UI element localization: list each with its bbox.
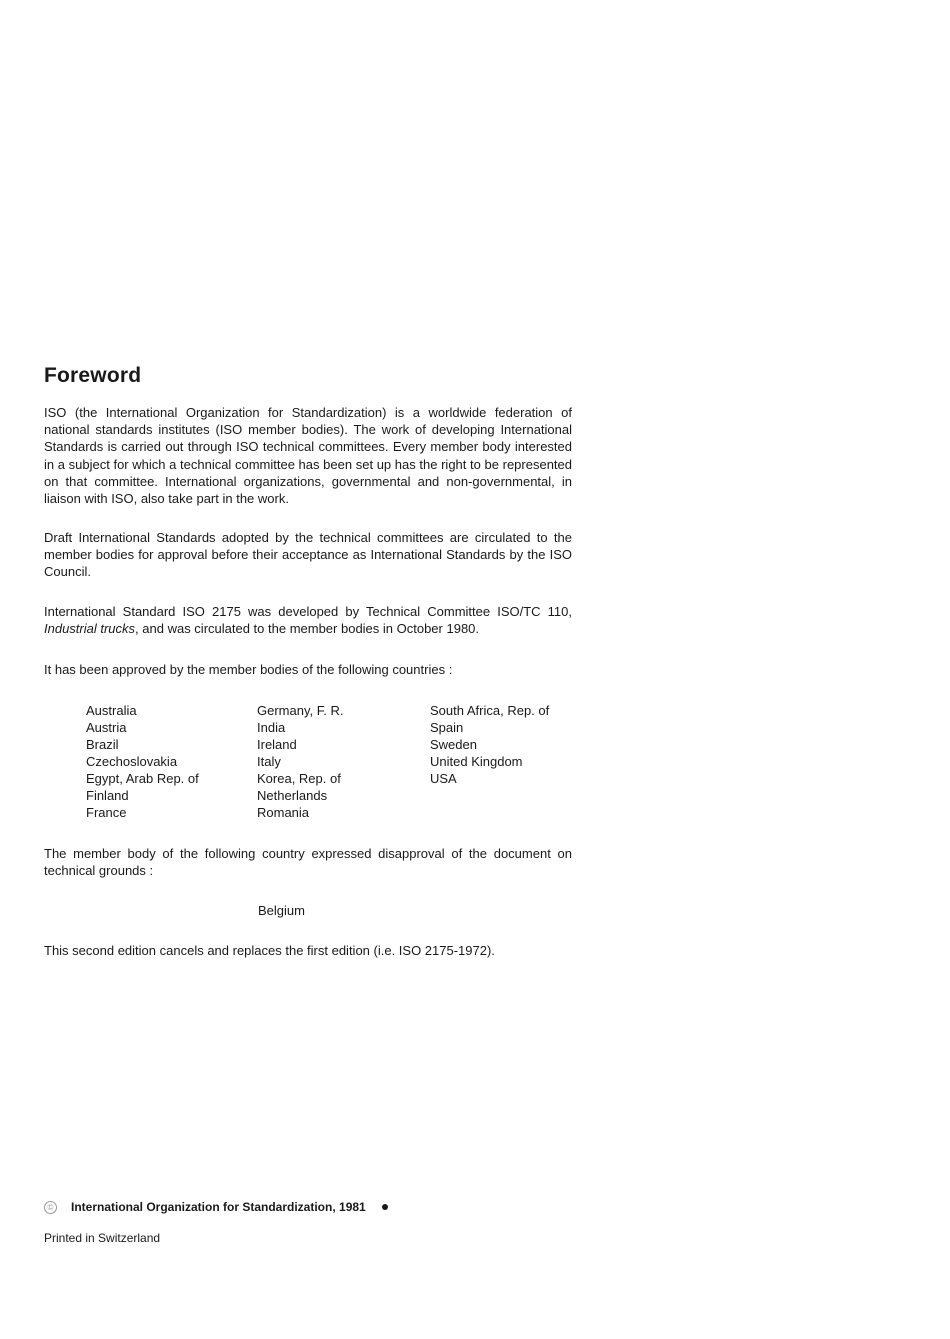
- country-item: Australia: [86, 703, 137, 718]
- country-item: Germany, F. R.: [257, 703, 344, 718]
- country-item: Austria: [86, 720, 127, 735]
- foreword-paragraph-2: Draft International Standards adopted by the technical committees are circulated to the member bodies for approval before their acceptance as International Standards by the ISO Council.: [44, 530, 572, 580]
- edition-note: This second edition cancels and replaces the first edition (i.e. ISO 2175-1972).: [44, 943, 495, 958]
- printed-location: Printed in Switzerland: [44, 1231, 161, 1245]
- country-item: Korea, Rep. of: [257, 771, 341, 786]
- bullet-icon: [382, 1204, 388, 1210]
- para3-suffix: , and was circulated to the member bodies in October 1980.: [135, 621, 480, 637]
- country-item: Sweden: [430, 737, 477, 752]
- page-title: Foreword: [44, 364, 142, 387]
- copyright-icon: ©: [44, 1201, 57, 1214]
- disapproving-country: Belgium: [258, 903, 305, 918]
- copyright-line: [44, 1200, 388, 1214]
- country-item: Czechoslovakia: [86, 754, 178, 769]
- foreword-paragraph-1: ISO (the International Organization for Standardization) is a worldwide federation of national standards institutes (ISO member bodies). The work of developing International Standards is carried out through ISO technical committees. Every member body interested in a subject for which a technical committee has been set up has the right to be represented on that committee. International organizations, governmental and non-governmental, in liaison with ISO, also take part in the work.: [44, 405, 572, 507]
- countries-column-3: [430, 702, 549, 787]
- committee-title: Industrial trucks: [44, 621, 136, 637]
- country-item: Egypt, Arab Rep. of: [86, 771, 199, 786]
- para3-prefix: International Standard ISO 2175 was developed by Technical Committee ISO/TC 110,: [44, 604, 572, 619]
- country-item: United Kingdom: [430, 754, 523, 769]
- disapproval-intro: The member body of the following country expressed disapproval of the document on technical grounds :: [44, 846, 572, 879]
- country-item: Ireland: [257, 737, 297, 752]
- country-item: India: [257, 720, 286, 735]
- countries-column-1: [86, 702, 199, 821]
- country-item: Brazil: [86, 737, 119, 752]
- country-item: South Africa, Rep. of: [430, 703, 550, 718]
- country-item: Romania: [257, 805, 310, 820]
- country-item: France: [86, 805, 127, 820]
- country-item: Spain: [430, 720, 464, 735]
- approval-intro: It has been approved by the member bodies of the following countries :: [44, 662, 453, 677]
- foreword-paragraph-3: [44, 603, 572, 637]
- country-item: USA: [430, 771, 457, 786]
- country-item: Netherlands: [257, 788, 328, 803]
- copyright-text: International Organization for Standardization, 1981: [71, 1200, 366, 1214]
- countries-column-2: [257, 702, 343, 821]
- country-item: Finland: [86, 788, 129, 803]
- country-item: Italy: [257, 754, 281, 769]
